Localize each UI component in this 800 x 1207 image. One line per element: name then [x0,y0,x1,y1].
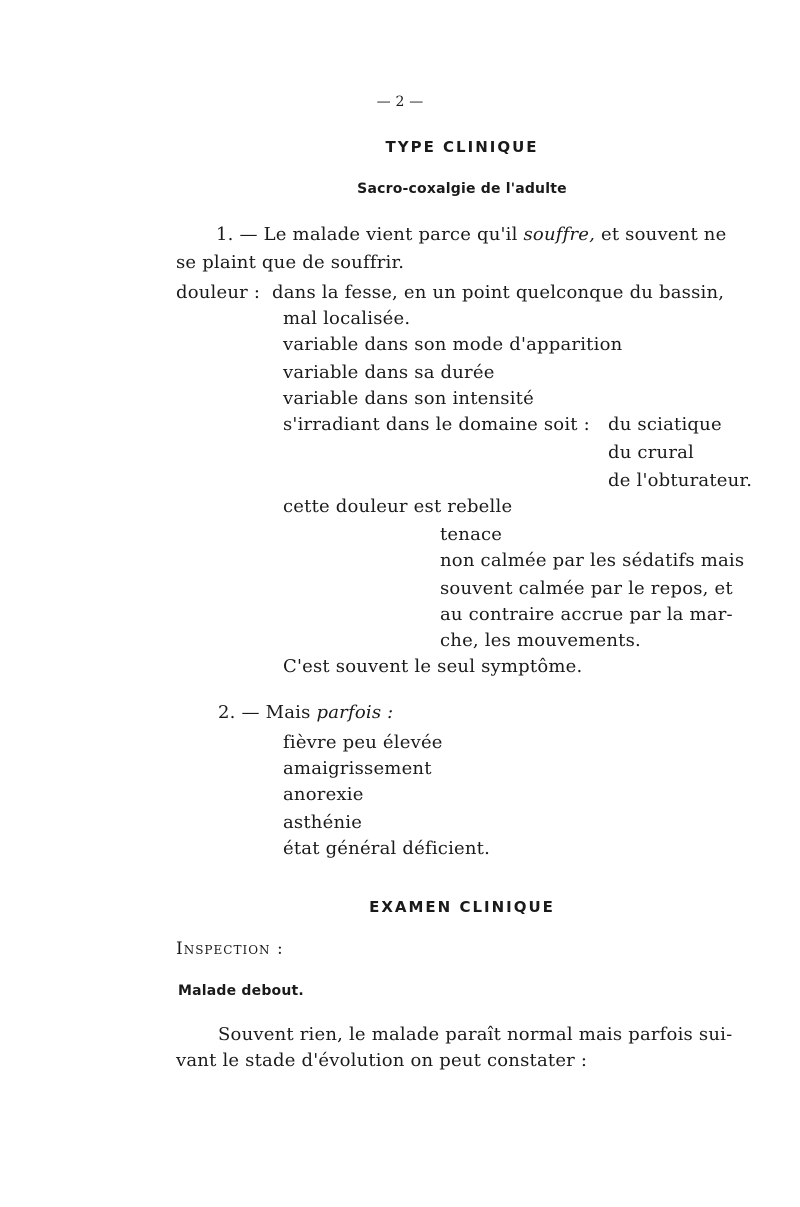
douleur-line1: dans la fesse, en un point quelconque du bassin, [272,282,725,303]
calmee-line4: che, les mouvements. [440,630,641,651]
tenace-line: tenace [440,524,503,545]
symptom-item: fièvre peu élevée [283,732,443,753]
section1-line2: se plaint que de souffrir. [176,252,405,273]
section1-line1 [216,224,726,246]
rebelle-line: cette douleur est rebelle [283,496,513,517]
symptom-item: état général déficient. [283,838,491,859]
symptom-item: asthénie [283,812,363,833]
symptom-item: anorexie [283,784,364,805]
variable-line2: variable dans sa durée [283,362,495,383]
subtitle-sacro-coxalgie: Sacro-coxalgie de l'adulte [357,181,567,197]
paragraph-line1: Souvent rien, le malade paraît normal mais parfois sui- [218,1024,733,1045]
irradiant-line: s'irradiant dans le domaine soit : [283,414,590,435]
inspection-heading: Inspection : [176,939,284,959]
malade-debout-heading: Malade debout. [178,983,304,999]
douleur-label: douleur : [176,282,261,303]
section1-suffix: et souvent ne [595,224,727,245]
section-title-type-clinique: TYPE CLINIQUE [385,138,539,156]
section1-prefix: 1. — Le malade vient parce qu'il [216,224,524,245]
section-title-examen-clinique: EXAMEN CLINIQUE [369,898,555,916]
variable-line1: variable dans son mode d'apparition [283,334,623,355]
calmee-line2: souvent calmée par le repos, et [440,578,733,599]
paragraph-line2: vant le stade d'évolution on peut constater : [176,1050,588,1071]
section2-line1 [218,702,393,724]
nerf-sciatique: du sciatique [608,414,722,435]
calmee-line3: au contraire accrue par la mar- [440,604,733,625]
nerf-obturateur: de l'obturateur. [608,470,753,491]
douleur-line2: mal localisée. [283,308,411,329]
symptom-item: amaigrissement [283,758,432,779]
variable-line3: variable dans son intensité [283,388,534,409]
section1-emphasis: souffre, [523,224,596,245]
calmee-line1: non calmée par les sédatifs mais [440,550,745,571]
section2-emphasis: parfois : [316,702,394,723]
page-number: — 2 — [376,94,424,110]
section2-prefix: 2. — Mais [218,702,317,723]
seul-symptome-line: C'est souvent le seul symptôme. [283,656,583,677]
nerf-crural: du crural [608,442,695,463]
